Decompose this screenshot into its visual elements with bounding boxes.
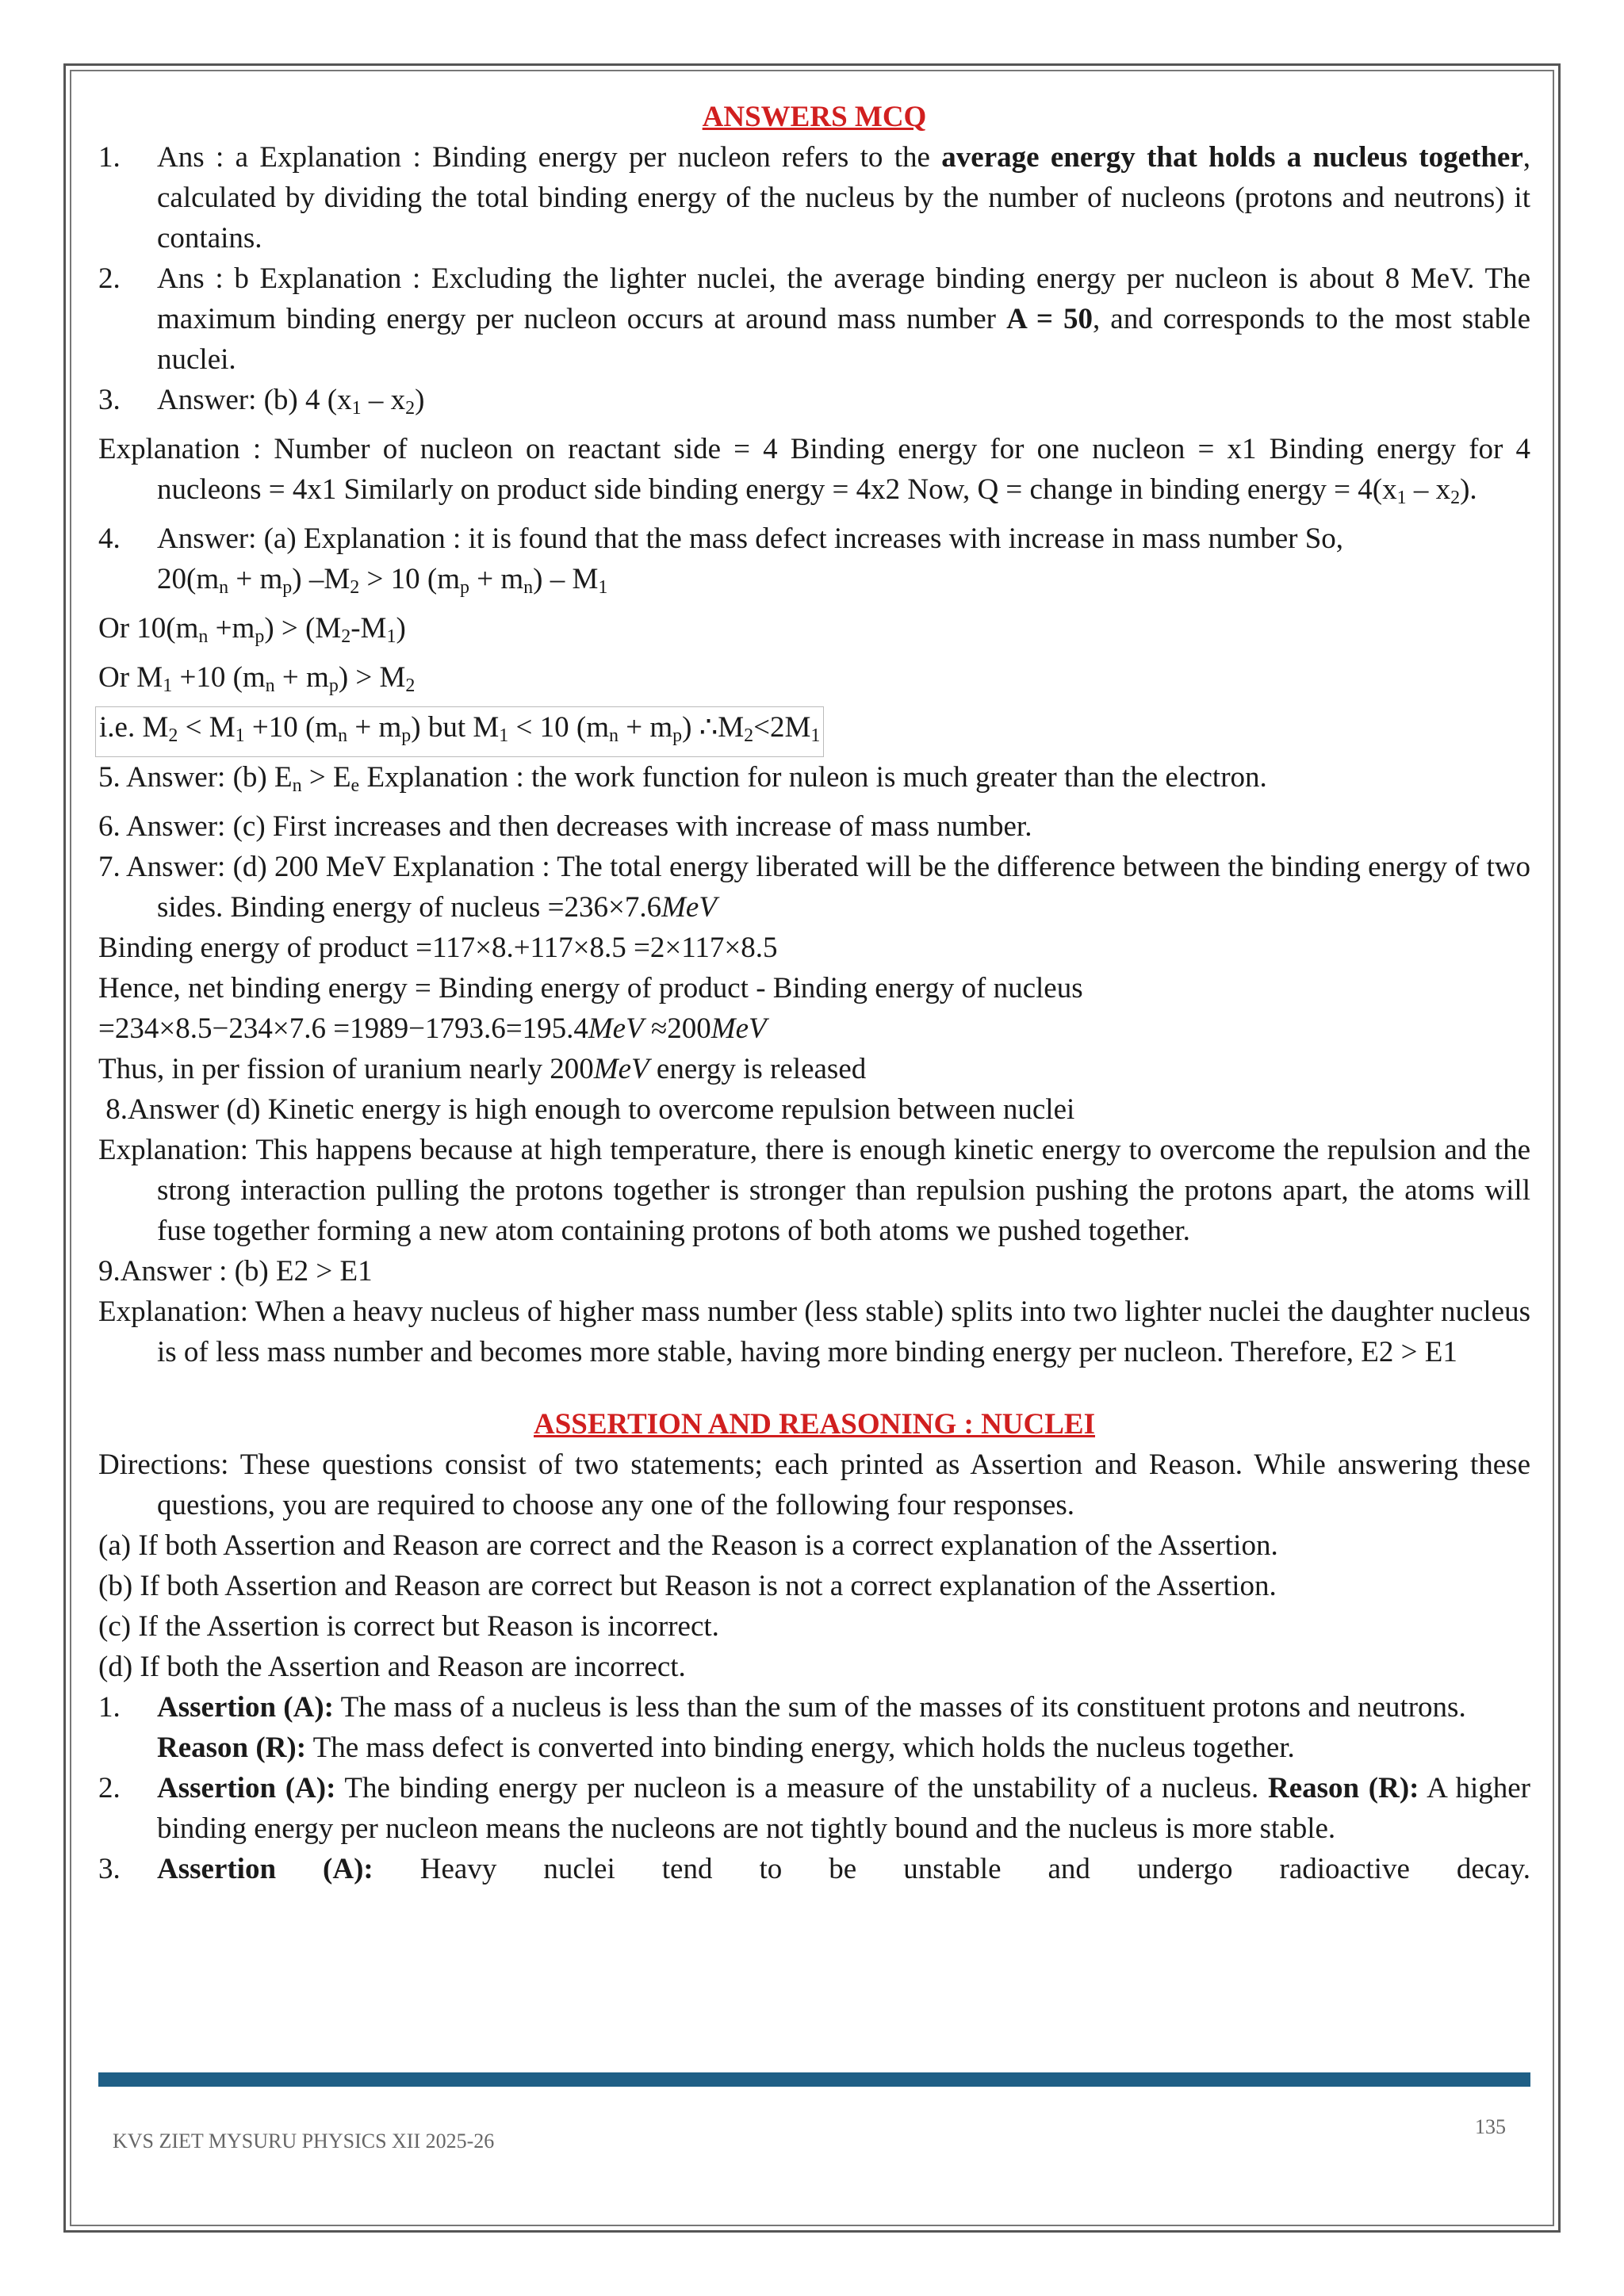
item-number: 1. bbox=[98, 141, 121, 174]
mcq-answer-4-line-2: $20(m_n + m_p) -M_2 > 10$ $(m_p + m_n) - M_1$ bbox=[157, 563, 608, 598]
ar-question-1-reason bbox=[98, 1728, 1530, 1768]
item-number: 4. bbox=[98, 522, 121, 555]
ar-option-a: (a) If both Assertion and Reason are correct and the Reason is a correct explanation of the Assertion. bbox=[98, 1529, 1278, 1562]
mcq-answer-7-line-5: Thus, in per fission of uranium nearly 200MeV energy is released bbox=[98, 1053, 867, 1085]
item-number: 3. bbox=[98, 384, 121, 416]
reason-text: A higher binding energy per nucleon means the nucleons are not tightly bound and the nucleus is more stable. bbox=[157, 1772, 1530, 1845]
mcq-explanation-3 bbox=[98, 429, 1530, 519]
answer-text: Answer: (b) 4 (x bbox=[157, 384, 352, 416]
mcq-answer-6: 6. Answer: (c) First increases and then decreases with increase of mass number. bbox=[98, 810, 1032, 843]
assertion-label: Assertion (A): bbox=[157, 1853, 373, 1885]
assertion-text: The mass of a nucleus is less than the sum of the masses of its constituent protons and neutrons. bbox=[333, 1691, 1466, 1724]
reason-label: Reason (R): bbox=[157, 1732, 307, 1764]
item-number: 1. bbox=[98, 1691, 121, 1724]
mcq-answer-7-line-4: =234×8.5−234×7.6 =1989−1793.6=195.4MeV ≈200MeV bbox=[98, 1012, 767, 1045]
ar-question-2 bbox=[98, 1768, 1530, 1849]
mcq-answer-7-line-2: Binding energy of product =117×8.+117×8.5 =2×117×8.5 bbox=[98, 932, 778, 964]
answer-text: Ans : b Explanation : Excluding the lighter nuclei, the average binding energy per nucleon is about 8 MeV. The maximum binding energy per nucleon occurs at around mass number bbox=[157, 262, 1530, 335]
answer-text: , calculated by dividing the total binding energy of the nucleus by the number of nucleons (protons and neutrons) it contains. bbox=[157, 141, 1530, 254]
ar-option-b: (b) If both Assertion and Reason are correct but Reason is not a correct explanation of the Assertion. bbox=[98, 1570, 1277, 1602]
answer-bold-text: average energy that holds a nucleus together bbox=[941, 141, 1523, 174]
assertion-text: Heavy nuclei tend to be unstable and undergo radioactive decay. bbox=[373, 1853, 1531, 1885]
mcq-answer-1 bbox=[98, 137, 1530, 258]
item-number: 3. bbox=[98, 1853, 121, 1885]
reason-text: The mass defect is converted into binding energy, which holds the nucleus together. bbox=[306, 1732, 1295, 1764]
mcq-answer-2 bbox=[98, 258, 1530, 380]
item-number: 2. bbox=[98, 1772, 121, 1804]
ar-option-d: (d) If both the Assertion and Reason are incorrect. bbox=[98, 1651, 686, 1683]
item-number: 2. bbox=[98, 262, 121, 295]
mcq-answer-7: 7. Answer: (d) 200 MeV Explanation : The total energy liberated will be the difference between the binding energy of two sides. Binding energy of nucleus =236×7.6MeV bbox=[98, 851, 1530, 924]
answer-text: Answer: (a) Explanation : it is found that the mass defect increases with increase in mass number So, bbox=[157, 522, 1344, 555]
page-number: 135 bbox=[1475, 2115, 1506, 2138]
reason-label: Reason (R): bbox=[1267, 1772, 1419, 1804]
answer-text: , and corresponds to the most stable nuclei. bbox=[157, 303, 1531, 376]
answer-text: ) bbox=[415, 384, 425, 416]
subscript: 1 bbox=[351, 398, 362, 419]
ar-question-1 bbox=[98, 1687, 1530, 1728]
ar-question-3 bbox=[98, 1849, 1530, 1889]
ar-option-c: (c) If the Assertion is correct but Reason is incorrect. bbox=[98, 1610, 719, 1643]
answer-text: Ans : a Explanation : Binding energy per nucleon refers to the bbox=[157, 141, 942, 174]
assertion-label: Assertion (A): bbox=[157, 1691, 334, 1724]
mcq-answer-4-line-3: Or $10(m_n +m_p) > (M_2-M_1)$ bbox=[98, 612, 406, 647]
assertion-text: The binding energy per nucleon is a measure of the unstability of a nucleus. bbox=[335, 1772, 1259, 1804]
assertion-heading: ASSERTION AND REASONING : NUCLEI bbox=[533, 1408, 1095, 1441]
page-content bbox=[98, 97, 1530, 1889]
mcq-answer-7-line-3: Hence, net binding energy = Binding energy of product - Binding energy of nucleus bbox=[98, 972, 1083, 1004]
explanation-text: – x bbox=[1406, 473, 1451, 506]
mcq-answer-4-line-5: i.e. $M_2 < M_1 +10$ $(m_n + m_p)$ but $M_1 < 10$ $(m_n + m_p)$ $\therefore M_2<2M_1$ bbox=[95, 706, 824, 757]
subscript: 1 bbox=[1396, 488, 1407, 508]
footer-title: KVS ZIET MYSURU PHYSICS XII 2025-26 bbox=[113, 2130, 495, 2152]
mcq-answer-5: 5. Answer: (b) $E_n > E_e$ Explanation : the work function for nuleon is much greater than the electron. bbox=[98, 761, 1267, 796]
mcq-answer-3 bbox=[98, 380, 1530, 429]
mcq-explanation-8: Explanation: This happens because at high temperature, there is enough kinetic energy to overcome the repulsion and the strong interaction pulling the protons together is stronger than repulsion pushing the protons apart, the atoms will fuse together forming a new atom containing protons of both atoms we pushed together. bbox=[98, 1134, 1530, 1247]
mcq-explanation-9: Explanation: When a heavy nucleus of higher mass number (less stable) splits into two lighter nuclei the daughter nucleus is of less mass number and becomes more stable, having more binding energy per nucleon. Therefore, E2 > E1 bbox=[98, 1295, 1530, 1368]
explanation-text: Explanation : Number of nucleon on reactant side = 4 Binding energy for one nucleon = x1 Binding energy for 4 nucleons = 4x1 Similarly on product side binding energy = 4x2 Now, Q = change in binding energy = 4(x bbox=[98, 433, 1530, 506]
answer-bold-text: A = 50 bbox=[1006, 303, 1093, 335]
explanation-text: ). bbox=[1460, 473, 1477, 506]
mcq-heading: ANSWERS MCQ bbox=[702, 101, 927, 133]
subscript: 2 bbox=[1450, 488, 1461, 508]
ar-directions: Directions: These questions consist of two statements; each printed as Assertion and Reason. While answering these questions, you are required to choose any one of the following four responses. bbox=[98, 1448, 1530, 1521]
assertion-label: Assertion (A): bbox=[157, 1772, 336, 1804]
subscript: 2 bbox=[405, 398, 416, 419]
mcq-answer-4 bbox=[98, 519, 1530, 559]
mcq-answer-8: 8.Answer (d) Kinetic energy is high enough to overcome repulsion between nuclei bbox=[98, 1093, 1075, 1126]
mcq-answer-9: 9.Answer : (b) E2 > E1 bbox=[98, 1255, 373, 1288]
answer-text: – x bbox=[361, 384, 406, 416]
mcq-answer-4-line-4: Or $M_1 +10$ $(m_n + m_p) > M_2$ bbox=[98, 661, 416, 696]
footer-bar bbox=[98, 2072, 1530, 2087]
